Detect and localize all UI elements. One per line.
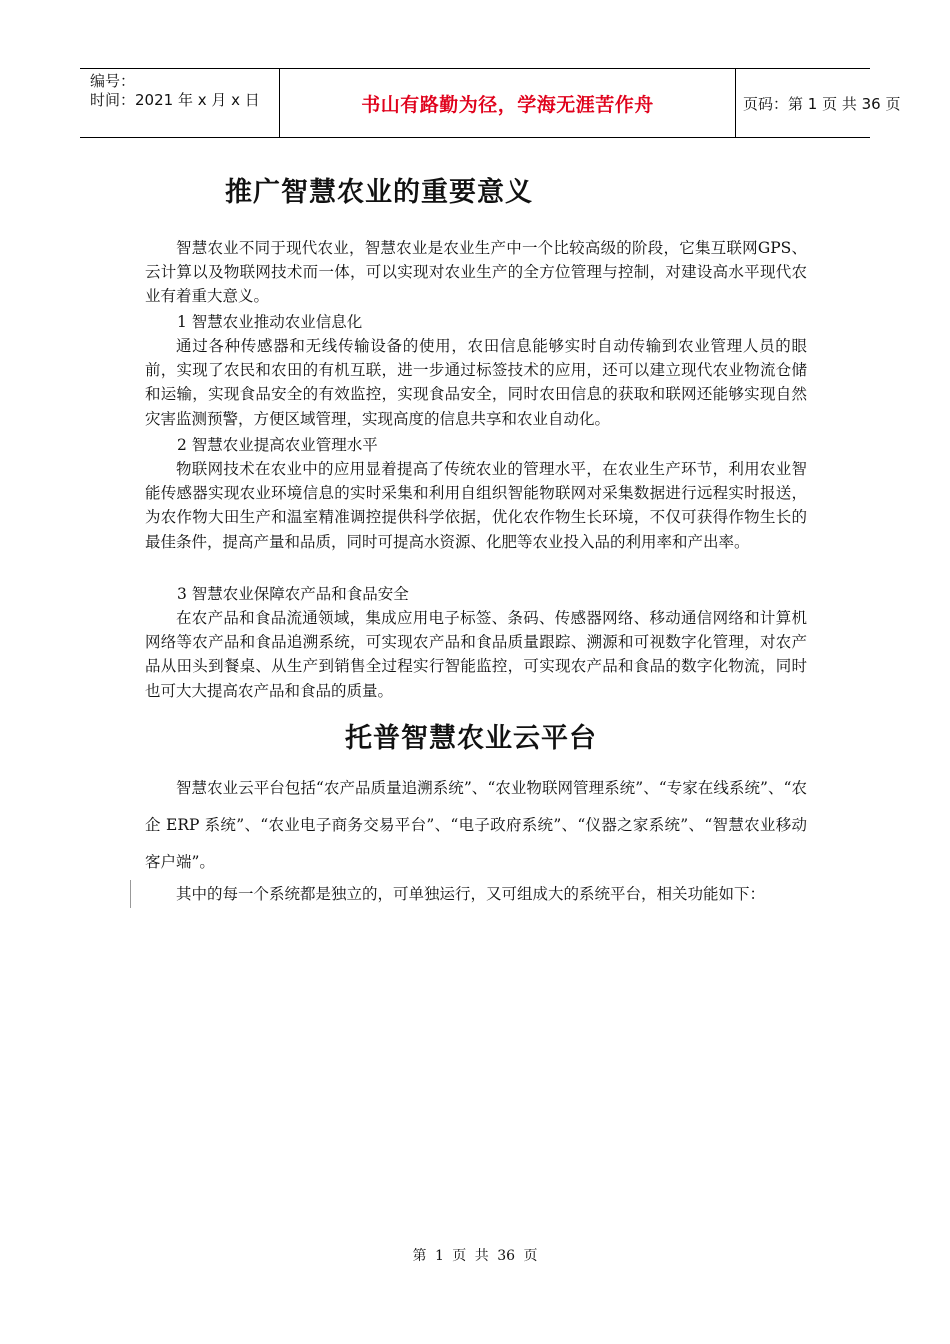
header-motto: 书山有路勤为径，学海无涯苦作舟 [280, 69, 736, 137]
number-label: 编号： [90, 72, 136, 90]
section2-title: 托普智慧农业云平台 [345, 723, 597, 754]
section2-paragraph-1: 智慧农业云平台包括“农产品质量追溯系统”、“农业物联网管理系统”、“专家在线系统”、“农企 ERP 系统”、“农业电子商务交易平台”、“电子政府系统”、“仪器之家系统”、“智慧农业移动客户端”。 [145, 779, 807, 871]
page-footer: 第 1 页 共 36 页 [412, 1248, 538, 1264]
item3-heading: 3 智慧农业保障农产品和食品安全 [177, 585, 409, 603]
section1-title: 推广智慧农业的重要意义 [225, 177, 533, 208]
date-label: 时间：2021 年 x 月 x 日 [90, 91, 260, 109]
header-table [80, 68, 901, 138]
section2-paragraph-2: 其中的每一个系统都是独立的，可单独运行，又可组成大的系统平台，相关功能如下： [176, 885, 766, 903]
section1-intro: 智慧农业不同于现代农业，智慧农业是农业生产中一个比较高级的阶段，它集互联网GPS、云计算以及物联网技术而一体，可以实现对农业生产的全方位管理与控制，对建设高水平现代农业有着重大意义。 [145, 239, 807, 306]
item3-body: 在农产品和食品流通领域，集成应用电子标签、条码、传感器网络、移动通信网络和计算机网络等农产品和食品追溯系统，可实现农产品和食品质量跟踪、溯源和可视数字化管理，对农产品从田头到餐桌、从生产到销售全过程实行智能监控，可实现农产品和食品的数字化物流，同时也可大大提高农产品和食品的质量。 [145, 609, 807, 700]
item1-heading: 1 智慧农业推动农业信息化 [177, 313, 363, 331]
item1-body: 通过各种传感器和无线传输设备的使用，农田信息能够实时自动传输到农业管理人员的眼前，实现了农民和农田的有机互联，进一步通过标签技术的应用，还可以建立现代农业物流仓储和运输，实现食品安全的有效监控，实现食品安全，同时农田信息的获取和联网还能够实现自然灾害监测预警，方便区域管理，实现高度的信息共享和农业自动化。 [145, 337, 807, 428]
item2-heading: 2 智慧农业提高农业管理水平 [177, 436, 378, 454]
change-bar [130, 880, 131, 908]
item2-body: 物联网技术在农业中的应用显着提高了传统农业的管理水平，在农业生产环节，利用农业智能传感器实现农业环境信息的实时采集和利用自组织智能物联网对采集数据进行远程实时报送，为农作物大田生产和温室精准调控提供科学依据，优化农作物生长环境，不仅可获得作物生长的最佳条件，提高产量和品质，同时可提高水资源、化肥等农业投入品的利用率和产出率。 [145, 460, 807, 551]
header-page-info: 页码：第 1 页 共 36 页 [743, 94, 901, 113]
header-meta [80, 69, 280, 137]
